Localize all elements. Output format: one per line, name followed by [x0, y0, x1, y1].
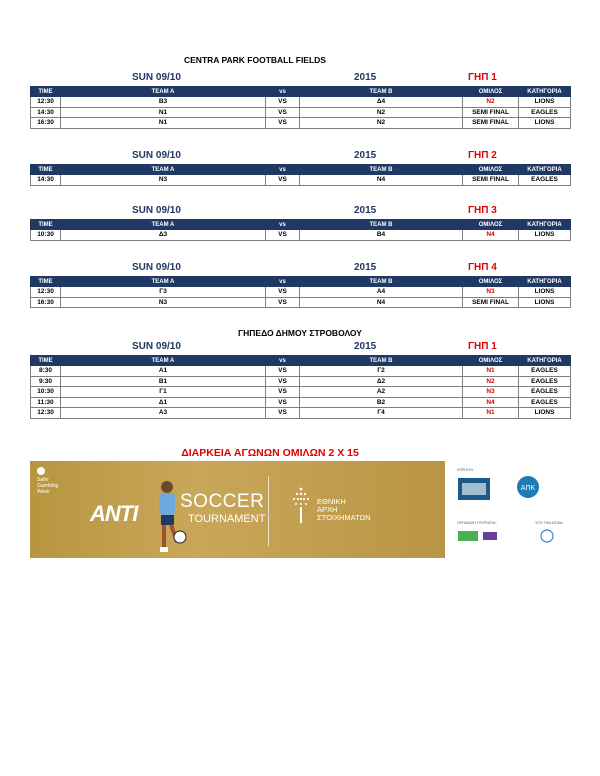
- versus-cell: VS: [266, 97, 300, 108]
- category-cell: EAGLES: [519, 175, 571, 186]
- column-header: vs: [266, 356, 300, 366]
- nsa-line-1: ΕΘΝΙΚΗ: [317, 497, 346, 506]
- svg-text:ΑΠΚ: ΑΠΚ: [520, 485, 536, 492]
- group-cell: N1: [463, 366, 519, 377]
- versus-cell: VS: [266, 230, 300, 241]
- auspices-label: ΥΠΟ ΤΗΝ ΑΙΓΙΔΑ:: [535, 521, 564, 525]
- section-header: [30, 150, 570, 164]
- banner-sponsors-panel: [445, 461, 570, 558]
- team-b-cell: A4: [300, 287, 463, 298]
- column-header: ΟΜΙΛΟΣ: [463, 356, 519, 366]
- match-date: SUN 09/10: [132, 150, 181, 161]
- safer-gambling-icon: [37, 467, 45, 475]
- column-header: TEAM B: [300, 165, 463, 175]
- team-b-cell: N2: [300, 107, 463, 118]
- match-time-cell: 14:30: [31, 175, 61, 186]
- match-time-cell: 12:30: [31, 97, 61, 108]
- column-header: TIME: [31, 356, 61, 366]
- versus-cell: VS: [266, 376, 300, 387]
- group-cell: N1: [463, 408, 519, 419]
- versus-cell: VS: [266, 118, 300, 129]
- page-title: CENTRA PARK FOOTBALL FIELDS: [184, 55, 326, 65]
- schedule-table: [30, 355, 571, 419]
- column-header: TIME: [31, 220, 61, 230]
- column-header: TEAM B: [300, 356, 463, 366]
- auspices-logo-icon: [540, 529, 554, 545]
- column-header: ΚΑΤΗΓΟΡΙΑ: [519, 220, 571, 230]
- table-header-row: [31, 356, 571, 366]
- group-cell: N3: [463, 387, 519, 398]
- match-time-cell: 10:30: [31, 230, 61, 241]
- category-cell: EAGLES: [519, 107, 571, 118]
- column-header: ΟΜΙΛΟΣ: [463, 87, 519, 97]
- group-cell: SEMI FINAL: [463, 175, 519, 186]
- table-row: [31, 175, 571, 186]
- group-cell: SEMI FINAL: [463, 107, 519, 118]
- table-row: [31, 297, 571, 308]
- team-a-cell: N1: [61, 118, 266, 129]
- schedule-section: [30, 72, 570, 129]
- versus-cell: VS: [266, 175, 300, 186]
- team-a-cell: N3: [61, 297, 266, 308]
- field-name: ΓΗΠ 4: [468, 262, 497, 273]
- versus-cell: VS: [266, 107, 300, 118]
- schedule-section: [30, 205, 570, 241]
- team-b-cell: B4: [300, 230, 463, 241]
- table-row: [31, 107, 571, 118]
- match-year: 2015: [354, 72, 377, 83]
- section-header: [30, 341, 570, 355]
- match-time-cell: 8:30: [31, 366, 61, 377]
- column-header: TEAM A: [61, 165, 266, 175]
- safer-gambling-logo: [37, 467, 67, 495]
- column-header: ΟΜΙΛΟΣ: [463, 165, 519, 175]
- field-name: ΓΗΠ 1: [468, 341, 497, 352]
- team-b-cell: B2: [300, 397, 463, 408]
- match-time-cell: 12:30: [31, 408, 61, 419]
- organizer-label: ΟΡΓΑΝΩΣΗ ΤΟΥΡΝΟΥΑ:: [457, 521, 497, 525]
- column-header: TIME: [31, 87, 61, 97]
- column-header: vs: [266, 277, 300, 287]
- versus-cell: VS: [266, 366, 300, 377]
- anti-logo: ANTI: [90, 501, 138, 526]
- banner-divider: [268, 476, 269, 546]
- table-header-row: [31, 277, 571, 287]
- column-header: TEAM B: [300, 277, 463, 287]
- safer-gambling-label: Safer Gambling Week: [37, 477, 59, 495]
- match-time-cell: 14:30: [31, 107, 61, 118]
- team-b-cell: N4: [300, 175, 463, 186]
- category-cell: LIONS: [519, 408, 571, 419]
- table-row: [31, 118, 571, 129]
- schedule-table: [30, 86, 571, 129]
- organizer-logo-icon: [457, 529, 501, 543]
- table-header-row: [31, 87, 571, 97]
- column-header: ΚΑΤΗΓΟΡΙΑ: [519, 277, 571, 287]
- match-date: SUN 09/10: [132, 205, 181, 216]
- match-time-cell: 10:30: [31, 387, 61, 398]
- group-cell: N2: [463, 376, 519, 387]
- schedule-table: [30, 219, 571, 241]
- team-a-cell: Γ3: [61, 287, 266, 298]
- category-cell: LIONS: [519, 118, 571, 129]
- category-cell: LIONS: [519, 97, 571, 108]
- team-b-cell: Δ2: [300, 376, 463, 387]
- match-time-cell: 9:30: [31, 376, 61, 387]
- team-b-cell: Γ2: [300, 366, 463, 377]
- match-year: 2015: [354, 150, 377, 161]
- match-time-cell: 11:30: [31, 397, 61, 408]
- column-header: TEAM A: [61, 356, 266, 366]
- schedule-table: [30, 276, 571, 308]
- schedule-table: [30, 164, 571, 186]
- team-b-cell: N2: [300, 118, 463, 129]
- table-header-row: [31, 165, 571, 175]
- group-cell: N3: [463, 287, 519, 298]
- team-a-cell: B1: [61, 376, 266, 387]
- match-year: 2015: [354, 205, 377, 216]
- team-b-cell: A2: [300, 387, 463, 398]
- team-b-cell: N4: [300, 297, 463, 308]
- section-header: [30, 72, 570, 86]
- table-row: [31, 397, 571, 408]
- category-cell: EAGLES: [519, 387, 571, 398]
- column-header: TEAM B: [300, 220, 463, 230]
- column-header: ΚΑΤΗΓΟΡΙΑ: [519, 356, 571, 366]
- team-a-cell: A3: [61, 408, 266, 419]
- column-header: TIME: [31, 277, 61, 287]
- match-time-cell: 16:30: [31, 118, 61, 129]
- category-cell: LIONS: [519, 230, 571, 241]
- team-a-cell: B3: [61, 97, 266, 108]
- nsa-logo-text: [317, 498, 371, 522]
- match-time-cell: 16:30: [31, 297, 61, 308]
- match-year: 2015: [354, 341, 377, 352]
- schedule-section: [30, 150, 570, 186]
- team-b-cell: Δ4: [300, 97, 463, 108]
- versus-cell: VS: [266, 387, 300, 398]
- column-header: vs: [266, 165, 300, 175]
- table-row: [31, 408, 571, 419]
- column-header: TEAM A: [61, 87, 266, 97]
- table-row: [31, 97, 571, 108]
- table-header-row: [31, 220, 571, 230]
- team-a-cell: N1: [61, 107, 266, 118]
- field-name: ΓΗΠ 2: [468, 150, 497, 161]
- schedule-section: [30, 262, 570, 308]
- sponsor-logo-2-icon: [515, 475, 541, 503]
- field-name: ΓΗΠ 3: [468, 205, 497, 216]
- match-date: SUN 09/10: [132, 72, 181, 83]
- section-header: [30, 262, 570, 276]
- venue-title: ΓΗΠΕΔΟ ΔΗΜΟΥ ΣΤΡΟΒΟΛΟΥ: [238, 328, 362, 338]
- table-row: [31, 376, 571, 387]
- table-row: [31, 387, 571, 398]
- column-header: ΚΑΤΗΓΟΡΙΑ: [519, 165, 571, 175]
- match-date: SUN 09/10: [132, 262, 181, 273]
- group-cell: N4: [463, 397, 519, 408]
- section-header: [30, 205, 570, 219]
- table-row: [31, 230, 571, 241]
- versus-cell: VS: [266, 297, 300, 308]
- team-a-cell: Δ3: [61, 230, 266, 241]
- versus-cell: VS: [266, 408, 300, 419]
- versus-cell: VS: [266, 397, 300, 408]
- nsa-emblem-icon: [290, 486, 312, 526]
- team-a-cell: Γ1: [61, 387, 266, 398]
- column-header: vs: [266, 220, 300, 230]
- team-b-cell: Γ4: [300, 408, 463, 419]
- team-a-cell: Δ1: [61, 397, 266, 408]
- category-cell: EAGLES: [519, 376, 571, 387]
- match-duration-note: ΔΙΑΡΚΕΙΑ ΑΓΩΝΩΝ ΟΜΙΛΩΝ 2 Χ 15: [181, 447, 359, 459]
- column-header: TEAM A: [61, 277, 266, 287]
- sponsor-banner: [30, 461, 570, 558]
- group-cell: SEMI FINAL: [463, 118, 519, 129]
- column-header: TEAM B: [300, 87, 463, 97]
- soccer-title: SOCCER: [180, 491, 265, 512]
- sponsor-label: ΧΟΡΗΓΟΙ:: [457, 468, 474, 472]
- match-year: 2015: [354, 262, 377, 273]
- tournament-title: TOURNAMENT: [188, 513, 266, 525]
- column-header: vs: [266, 87, 300, 97]
- column-header: TIME: [31, 165, 61, 175]
- team-a-cell: N3: [61, 175, 266, 186]
- column-header: TEAM A: [61, 220, 266, 230]
- column-header: ΟΜΙΛΟΣ: [463, 277, 519, 287]
- match-time-cell: 12:30: [31, 287, 61, 298]
- match-date: SUN 09/10: [132, 341, 181, 352]
- category-cell: EAGLES: [519, 366, 571, 377]
- nsa-line-3: ΣΤΟΙΧΗΜΑΤΩΝ: [317, 513, 371, 522]
- group-cell: SEMI FINAL: [463, 297, 519, 308]
- category-cell: LIONS: [519, 297, 571, 308]
- column-header: ΚΑΤΗΓΟΡΙΑ: [519, 87, 571, 97]
- category-cell: EAGLES: [519, 397, 571, 408]
- sponsor-logo-1-icon: [457, 477, 491, 507]
- team-a-cell: A1: [61, 366, 266, 377]
- nsa-line-2: ΑΡΧΗ: [317, 505, 338, 514]
- banner-gold-panel: [30, 461, 445, 558]
- group-cell: N4: [463, 230, 519, 241]
- table-row: [31, 287, 571, 298]
- table-row: [31, 366, 571, 377]
- field-name: ΓΗΠ 1: [468, 72, 497, 83]
- versus-cell: VS: [266, 287, 300, 298]
- schedule-section: [30, 328, 570, 419]
- column-header: ΟΜΙΛΟΣ: [463, 220, 519, 230]
- category-cell: LIONS: [519, 287, 571, 298]
- group-cell: N2: [463, 97, 519, 108]
